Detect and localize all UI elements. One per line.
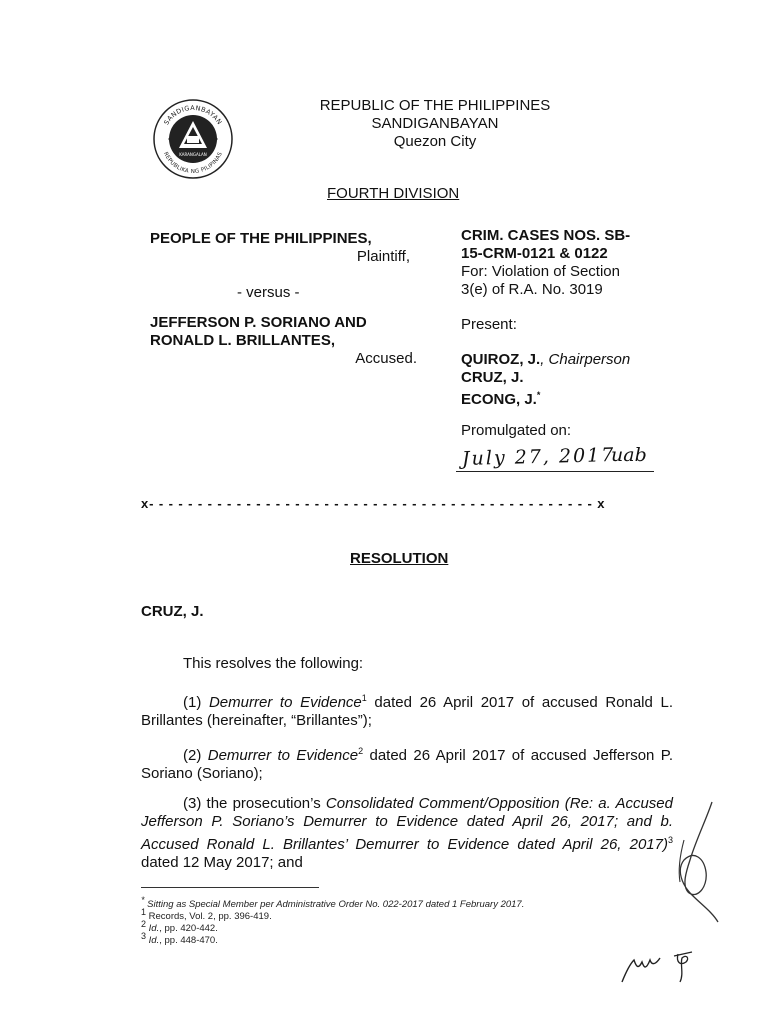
- page-initials: [616, 942, 706, 986]
- versus-label: - versus -: [237, 284, 300, 301]
- footnote-star-text: Sitting as Special Member per Administrative Order No. 022-2017 dated 1 February 2017.: [147, 899, 525, 911]
- ponente: CRUZ, J.: [141, 603, 204, 620]
- item-2-title: Demurrer to Evidence: [207, 747, 359, 764]
- item-1-prefix: (1): [183, 694, 209, 711]
- violation-line1: For: Violation of Section: [461, 263, 620, 280]
- justice-quiroz-name: QUIROZ, J.: [461, 351, 541, 368]
- body-item-3: [141, 795, 673, 872]
- footnote-3-id: Id.: [148, 935, 160, 947]
- justice-cruz: CRUZ, J.: [461, 369, 524, 386]
- justice-quiroz-role: , Chairperson: [540, 351, 631, 368]
- item-2-text: dated 26 April 2017 of accused Jefferson P. Soriano (Soriano);: [141, 747, 674, 782]
- header-republic: REPUBLIC OF THE PHILIPPINES: [319, 97, 551, 114]
- footnote-3: [141, 930, 218, 947]
- seal-text-top: SANDIGANBAYAN: [162, 103, 224, 127]
- item-1-footnote-ref: 1: [361, 693, 367, 703]
- sandiganbayan-seal: [152, 98, 234, 180]
- footnote-1-text: Records, Vol. 2, pp. 396-419.: [148, 911, 272, 923]
- header-court: SANDIGANBAYAN: [371, 115, 499, 132]
- footnote-2-text: , pp. 420-442.: [159, 923, 218, 935]
- footnote-3-text: , pp. 448-470.: [159, 935, 218, 947]
- case-number-line2: 15-CRM-0121 & 0122: [461, 245, 608, 262]
- header-city: Quezon City: [393, 133, 477, 150]
- footnote-rule: [141, 887, 319, 888]
- resolution-title: RESOLUTION: [350, 550, 449, 567]
- accused-line1: JEFFERSON P. SORIANO AND: [150, 314, 367, 331]
- body-intro: This resolves the following:: [183, 655, 364, 672]
- caption-separator: x- - - - - - - - - - - - - - - - - - - - - - - - - - - - - - - - - - - - - - - - - - - - - - x: [141, 496, 606, 511]
- item-2-footnote-ref: 2: [358, 746, 364, 756]
- justice-quiroz: [461, 350, 630, 369]
- body-item-2: [141, 742, 673, 783]
- item-1-text: dated 26 April 2017 of accused Ronald L. Brillantes (hereinafter, “Brillantes”);: [141, 694, 673, 729]
- justice-econg: [461, 386, 540, 409]
- item-3-prefix: (3) the prosecution’s: [183, 795, 326, 812]
- footnote-star-mark: *: [141, 895, 145, 905]
- footnote-2-id: Id.: [148, 923, 160, 935]
- footnote-3-mark: 3: [141, 931, 147, 941]
- justice-econg-mark: *: [536, 390, 541, 400]
- case-number-line1: CRIM. CASES NOS. SB-: [461, 227, 631, 244]
- seal-text-bottom: REPUBLIKA NG PILIPINAS: [162, 151, 224, 176]
- present-label: Present:: [461, 316, 517, 333]
- seal-text-inner: KARANGALAN: [179, 152, 207, 157]
- promulgated-date: July 27, 2017: [461, 443, 616, 471]
- item-1-title: Demurrer to Evidence: [208, 694, 362, 711]
- item-3-text: dated 12 May 2017; and: [141, 854, 303, 871]
- promulgated-label: Promulgated on:: [461, 422, 572, 439]
- promulgated-underline: [456, 471, 654, 472]
- division-heading: FOURTH DIVISION: [327, 185, 460, 202]
- accused-line2: RONALD L. BRILLANTES,: [150, 332, 335, 349]
- footnote-1-mark: 1: [141, 907, 147, 917]
- body-item-1: [141, 689, 673, 730]
- plaintiff-name: PEOPLE OF THE PHILIPPINES,: [150, 230, 372, 247]
- item-2-prefix: (2): [183, 747, 208, 764]
- margin-signature: [668, 800, 738, 925]
- violation-line2: 3(e) of R.A. No. 3019: [461, 281, 603, 298]
- item-3-footnote-ref: 3: [667, 835, 673, 845]
- item-3-title: Consolidated Comment/Opposition (Re: a. Accused Jefferson P. Soriano’s Demurrer to Evidence dated April 26, 2017; and b. Accused Ronald L. Brillantes’ Demurrer to Evidence dated April 26, 2017): [141, 795, 673, 853]
- footnote-2-mark: 2: [141, 919, 147, 929]
- justice-econg-name: ECONG, J.: [461, 391, 537, 408]
- plaintiff-role: Plaintiff,: [356, 248, 410, 265]
- accused-role: Accused.: [355, 350, 417, 367]
- promulgated-initials: uab: [611, 444, 647, 466]
